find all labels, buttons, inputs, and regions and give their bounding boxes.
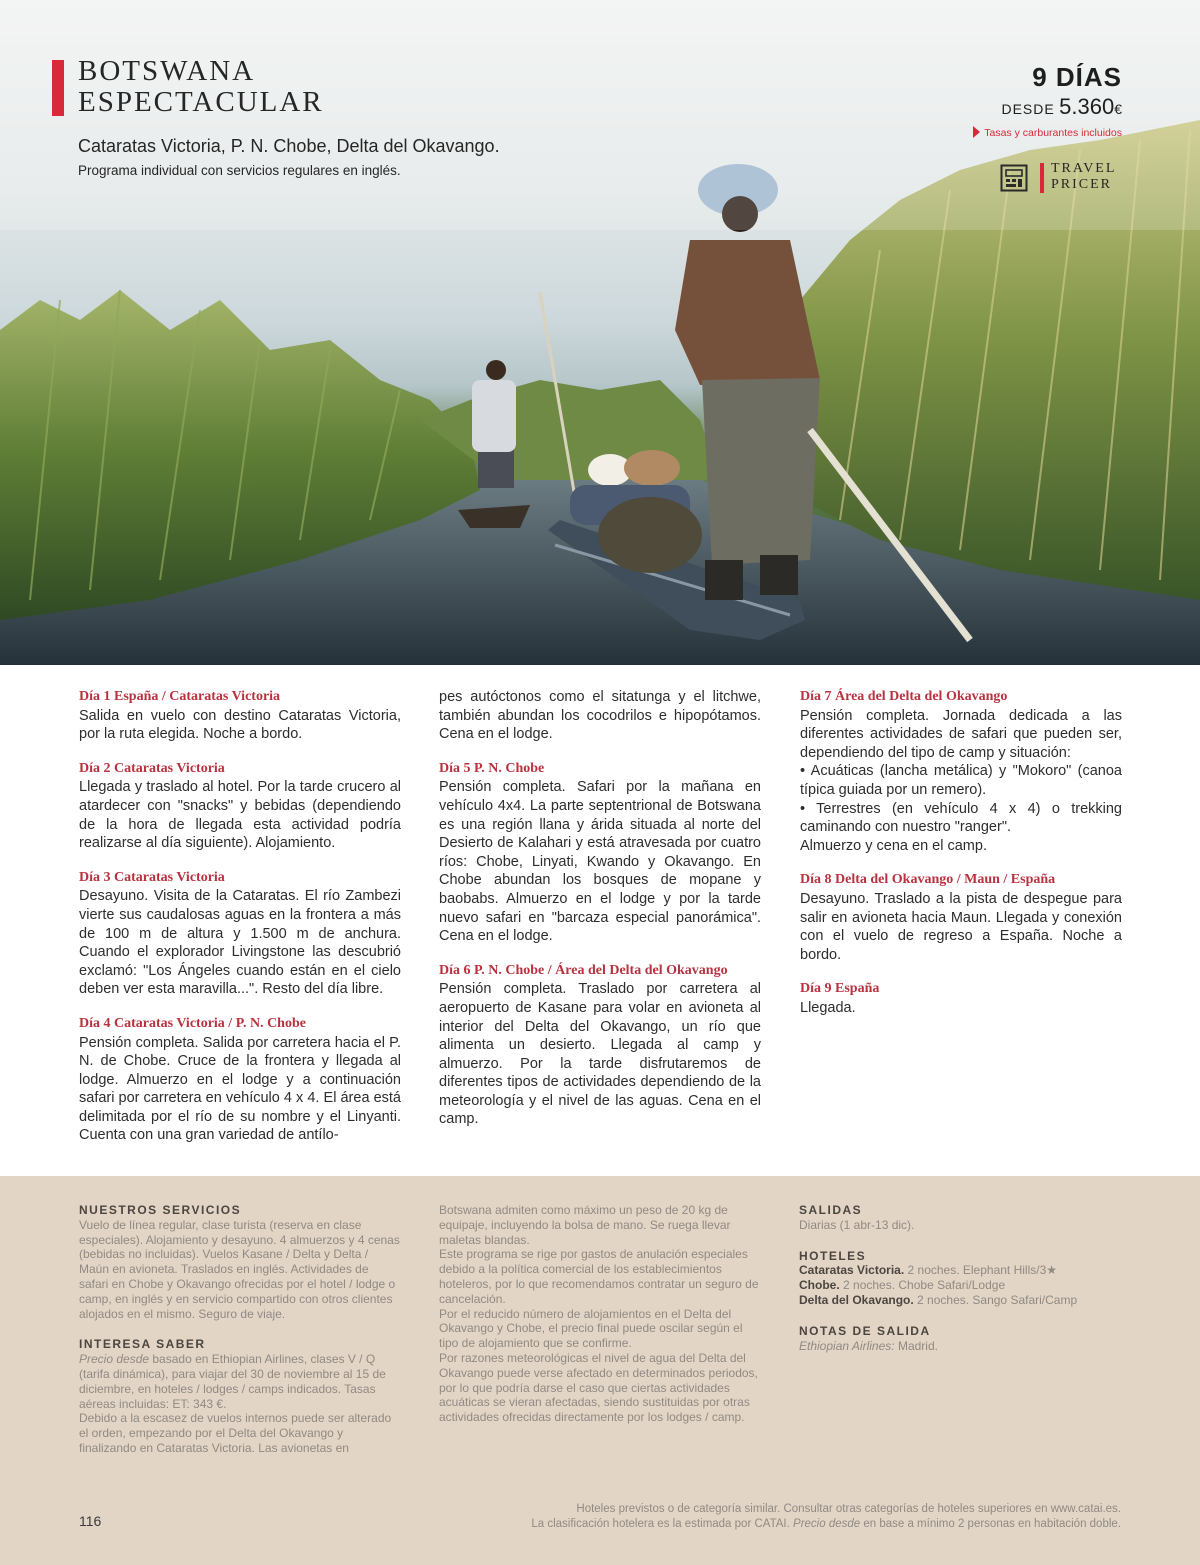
- day-item: [800, 688, 1122, 855]
- hotel-place: Chobe.: [799, 1278, 840, 1293]
- day-text: pes autóctonos como el sitatunga y el litchwe, también abundan los cocodrilos e hipopótamos. Cena en el lodge.: [439, 689, 761, 743]
- price-label: DESDE: [1001, 101, 1055, 117]
- footer-line-2b: en base a mínimo 2 personas en habitación doble.: [860, 1518, 1121, 1530]
- services-column-2: [439, 1203, 761, 1425]
- day-title: Día 8 Delta del Okavango / Maun / España: [800, 872, 1056, 888]
- hotel-item: [799, 1293, 1129, 1308]
- day-bullet: • Terrestres (en vehículo 4 x 4) o trekking caminando con nuestro "ranger".: [800, 800, 1122, 836]
- itinerary-column-2: [439, 688, 761, 1145]
- interesa-text: [79, 1352, 401, 1411]
- travel-pricer-bar: [1040, 163, 1044, 193]
- footer-italic: Precio desde: [793, 1518, 861, 1530]
- day-text: Salida en vuelo con destino Cataratas Victoria, por la ruta elegida. Noche a bordo.: [79, 707, 401, 743]
- travel-pricer-badge: [1051, 161, 1116, 193]
- info-paragraph: Por razones meteorológicas el nivel de agua del Delta del Okavango puede verse afectado en determinados periodos, por lo que podría darse el caso que ciertas actividades acuáticas se vieran afectadas, siendo sustituidas por otras actividades ofrecidas directamente por los lodges / camp.: [439, 1350, 758, 1425]
- day-title: Día 5 P. N. Chobe: [439, 760, 545, 776]
- day-text: Desayuno. Visita de la Cataratas. El río Zambezi vierte sus caudalosas aguas en la frontera a más de 100 m de altura y 1.500 m de anchura. Cuando el explorador Livingstone las descubrió exclamó: "Los Ángeles cuando están en el cielo deben ver esta maravilla...". Resto del día libre.: [79, 888, 401, 998]
- interesa-body: basado en Ethiopian Airlines, clases V / Q (tarifa dinámica), para viajar del 30 de noviembre al 15 de diciembre, en hoteles / lodges / camps indicados. Tasas aéreas incluidas: ET: 343 €.: [79, 1352, 386, 1411]
- notas-city: Madrid.: [894, 1338, 938, 1353]
- section-heading: NOTAS DE SALIDA: [799, 1323, 931, 1338]
- day-bullet: • Acuáticas (lancha metálica) y "Mokoro" (canoa típica guiada por un remero).: [800, 763, 1122, 798]
- day-text: Desayuno. Traslado a la pista de despegue para salir en avioneta hacia Maun. Llegada y conexión con el vuelo de regreso a España. Noche a bordo.: [800, 890, 1122, 963]
- day-item: [79, 688, 401, 744]
- salidas-text: Diarias (1 abr-13 dic).: [799, 1217, 915, 1232]
- services-column-1: [79, 1203, 401, 1456]
- day-item: [800, 871, 1122, 964]
- day-item: [79, 760, 401, 853]
- section-heading: HOTELES: [799, 1248, 867, 1263]
- day-text: Pensión completa. Jornada dedicada a las diferentes actividades de safari que pueden ser, dependiendo del tipo de camp y situación:: [800, 707, 1122, 761]
- price-currency: €: [1114, 101, 1122, 117]
- info-paragraph: Este programa se rige por gastos de anulación especiales debido a la política comercial de los establecimientos hoteleros, por lo que recomendamos contratar un seguro de cancelación.: [439, 1247, 759, 1306]
- notas-text: [799, 1339, 1129, 1354]
- footer-line-2: [421, 1517, 1121, 1532]
- calculator-icon: [1000, 164, 1028, 192]
- services-text: Vuelo de línea regular, clase turista (reserva en clase especiales). Alojamiento y desayuno. 4 almuerzos y 4 cenas (bebidas no incluidas). Vuelos Kasane / Delta y Delta / Maún en avioneta. Traslados en inglés. Actividades de safari en Chobe y Okavango ofrecidas por el hotel / lodge o camp, en inglés y en servicio compartido con otros clientes alojados en el mismo. Seguro de viaje.: [79, 1217, 400, 1321]
- taxes-note: [973, 126, 1122, 139]
- section-heading: SALIDAS: [799, 1203, 863, 1217]
- footer-line-1: Hoteles previstos o de categoría similar. Consultar otras categorías de hoteles superiores en www.catai.es.: [576, 1503, 1121, 1515]
- page-number: 116: [79, 1513, 102, 1529]
- section-heading: NUESTROS SERVICIOS: [79, 1203, 242, 1217]
- price-value: 5.360: [1059, 94, 1115, 119]
- info-paragraph: Botswana admiten como máximo un peso de 20 kg de equipaje, incluyendo la bolsa de mano. Se ruega llevar maletas blandas.: [439, 1203, 731, 1247]
- itinerary-column-1: [79, 688, 401, 1161]
- day-text: Almuerzo y cena en el camp.: [800, 837, 987, 854]
- day-text: Llegada y traslado al hotel. Por la tarde crucero al atardecer con "snacks" y bebidas (dependiendo de la hora de llegada esta actividad podría realizarse al día siguiente). Alojamiento.: [79, 779, 401, 852]
- page-title: [78, 56, 324, 118]
- hotel-place: Delta del Okavango.: [799, 1292, 914, 1307]
- itinerary-column-3: [800, 688, 1122, 1034]
- badge-line-2: PRICER: [1051, 177, 1113, 192]
- hotel-detail: 2 noches. Sango Safari/Camp: [913, 1292, 1078, 1307]
- day-title: Día 6 P. N. Chobe / Área del Delta del Okavango: [439, 962, 728, 978]
- interesa-text-2: Debido a la escasez de vuelos internos puede ser alterado el orden, empezando por el Delta del Okavango y finalizando en Cataratas Victoria. Las avionetas en: [79, 1411, 392, 1455]
- day-item: [79, 869, 401, 999]
- section-heading: INTERESA SABER: [79, 1337, 206, 1352]
- badge-line-1: TRAVEL: [1051, 161, 1117, 176]
- day-text: Pensión completa. Traslado por carretera al aeropuerto de Kasane para volar en avioneta al interior del Delta del Okavango, un río que alimenta un desierto. Llegada al camp y almuerzo. Por la tarde disfrutaremos de diferentes tipos de actividades dependiendo de la meteorología y el nivel de las aguas. Cena en el camp.: [439, 981, 761, 1128]
- day-title: Día 2 Cataratas Victoria: [79, 760, 225, 776]
- interesa-italic: Precio desde: [79, 1352, 150, 1367]
- day-title: Día 7 Área del Delta del Okavango: [800, 689, 1008, 704]
- destinations-subtitle: Cataratas Victoria, P. N. Chobe, Delta del Okavango.: [78, 136, 500, 156]
- price-block: [1001, 94, 1122, 120]
- day-title: Día 1 España / Cataratas Victoria: [79, 689, 281, 704]
- title-accent-bar: [52, 60, 64, 116]
- chevron-right-icon: [973, 126, 980, 138]
- hotel-detail: 2 noches. Elephant Hills/3★: [904, 1263, 1058, 1278]
- day-text: Pensión completa. Salida por carretera hacia el P. N. de Chobe. Cruce de la frontera y llegada al lodge. Almuerzo en el lodge y a continuación safari por carretera en vehículo 4 x 4. El área está delimitada por el río de su nombre y el Linyanti. Cuenta con una gran variedad de antílo-: [79, 1034, 401, 1144]
- title-line-1: BOTSWANA: [78, 55, 256, 87]
- day-continuation: [439, 688, 761, 744]
- day-item: [439, 962, 761, 1129]
- day-item: [79, 1015, 401, 1145]
- notas-airline: Ethiopian Airlines:: [799, 1338, 895, 1353]
- trip-duration: 9 DÍAS: [1032, 62, 1122, 92]
- day-title: Día 9 España: [800, 981, 880, 997]
- hotel-place: Cataratas Victoria.: [799, 1263, 905, 1278]
- title-line-2: ESPECTACULAR: [78, 86, 324, 118]
- footer-line-2a: La clasificación hotelera es la estimada por CATAI.: [531, 1518, 794, 1530]
- day-text: Llegada.: [800, 999, 856, 1016]
- hero-photo: [0, 0, 1200, 665]
- day-item: [800, 980, 1122, 1017]
- day-text: Pensión completa. Safari por la mañana en vehículo 4x4. La parte septentrional de Botswana es una región llana y árida situada al norte del Desierto de Kalahari y está atravesada por cuatro ríos: Chobe, Linyati, Kwando y Okavango. En Chobe abundan los bosques de mopane y baobabs. Almuerzo en el lodge y por la tarde nuevo safari en "barcaza especial panorámica". Cena en el lodge.: [439, 779, 761, 945]
- taxes-note-text: Tasas y carburantes incluidos: [984, 127, 1122, 139]
- info-paragraph: Por el reducido número de alojamientos en el Delta del Okavango y Chobe, el precio final puede oscilar según el tipo de alojamiento que se confirme.: [439, 1306, 743, 1351]
- services-column-3: [799, 1203, 1129, 1353]
- footer-note: [421, 1502, 1121, 1532]
- hotel-detail: 2 noches. Chobe Safari/Lodge: [839, 1278, 1006, 1293]
- day-title: Día 3 Cataratas Victoria: [79, 869, 225, 885]
- program-note: Programa individual con servicios regulares en inglés.: [78, 163, 401, 178]
- day-item: [439, 760, 761, 946]
- day-title: Día 4 Cataratas Victoria / P. N. Chobe: [79, 1015, 306, 1031]
- hotel-item: [799, 1278, 1129, 1293]
- hotel-item: [799, 1263, 1129, 1278]
